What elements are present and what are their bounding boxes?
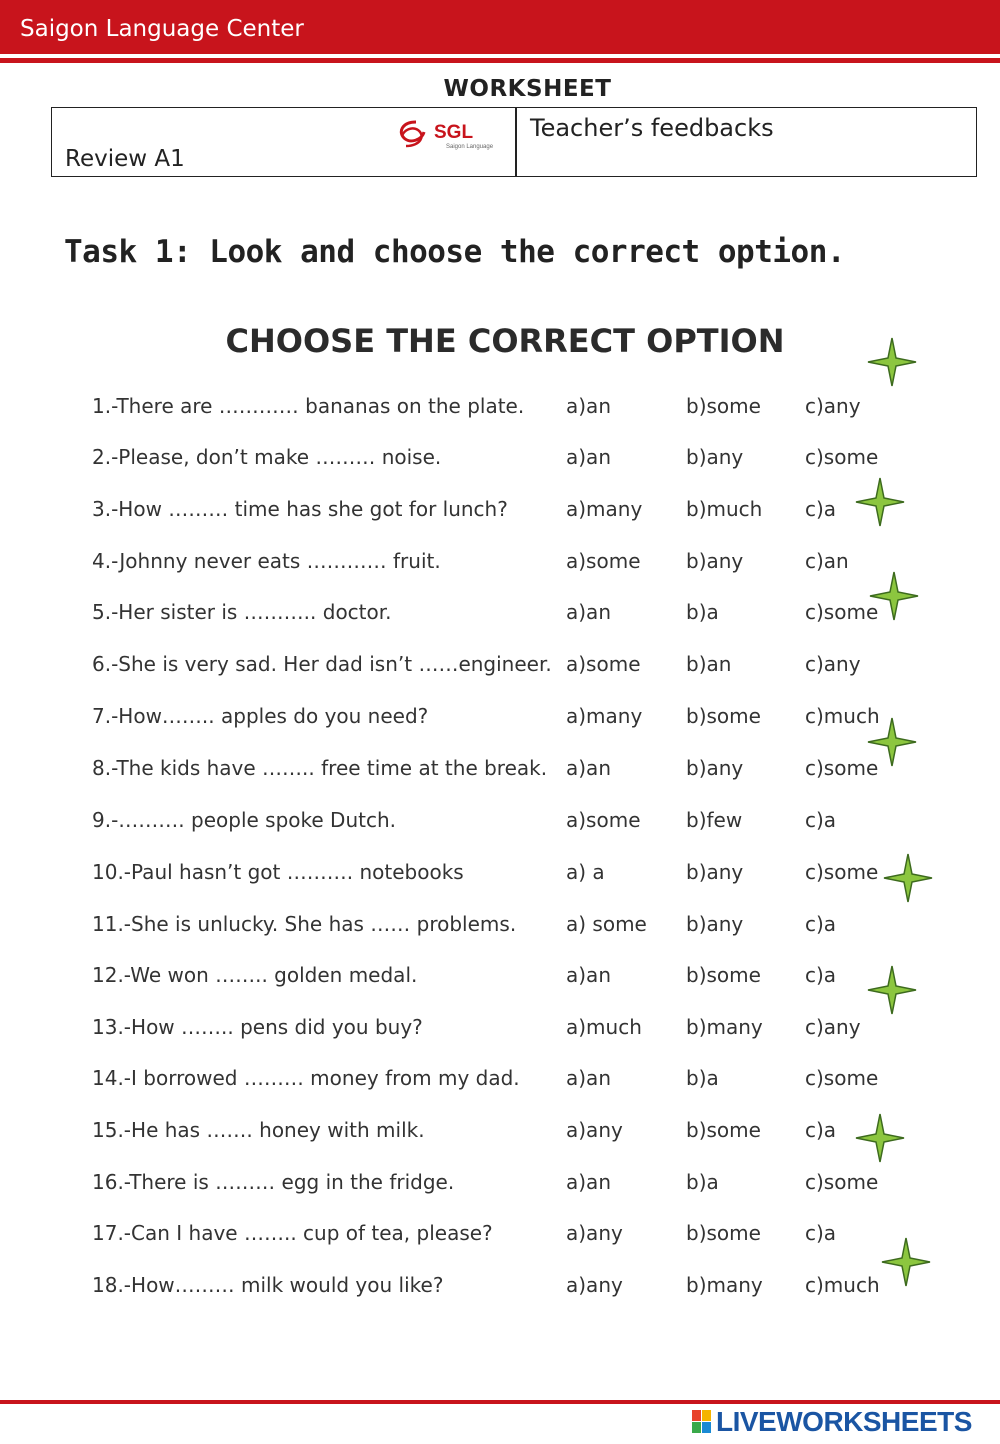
question-row (0, 1221, 1000, 1261)
teacher-feedback-label: Teacher’s feedbacks (530, 114, 774, 142)
option-a[interactable]: a)an (566, 1066, 611, 1090)
option-b[interactable]: b)any (686, 912, 744, 936)
option-c[interactable]: c)a (805, 1221, 837, 1245)
option-a[interactable]: a)much (566, 1015, 642, 1039)
option-c[interactable]: c)some (805, 600, 879, 624)
option-a[interactable]: a)many (566, 704, 643, 728)
question-text: 1.-There are ………… bananas on the plate. (92, 394, 525, 418)
star-icon (868, 570, 920, 622)
question-text: 8.-The kids have …….. free time at the break. (92, 756, 548, 780)
option-c[interactable]: c)a (805, 497, 837, 521)
option-c[interactable]: c)much (805, 1273, 880, 1297)
sgl-logo-icon (396, 116, 512, 152)
option-a[interactable]: a)an (566, 445, 611, 469)
option-a[interactable]: a) a (566, 860, 605, 884)
task-instruction: Task 1: Look and choose the correct option. (64, 234, 846, 270)
top-header-bar (0, 0, 1000, 54)
option-a[interactable]: a)any (566, 1221, 623, 1245)
option-c[interactable]: c)any (805, 394, 861, 418)
option-c[interactable]: c)some (805, 445, 879, 469)
question-row (0, 652, 1000, 692)
question-text: 13.-How …….. pens did you buy? (92, 1015, 423, 1039)
question-row (0, 704, 1000, 744)
option-b[interactable]: b)a (686, 1170, 719, 1194)
option-c[interactable]: c)an (805, 549, 849, 573)
question-text: 18.-How……… milk would you like? (92, 1273, 444, 1297)
option-b[interactable]: b)some (686, 1221, 761, 1245)
card-title: CHOOSE THE CORRECT OPTION (225, 322, 785, 360)
question-text: 17.-Can I have …….. cup of tea, please? (92, 1221, 493, 1245)
option-a[interactable]: a)an (566, 1170, 611, 1194)
logo-subtext: Saigon Language (446, 144, 494, 150)
option-a[interactable]: a)any (566, 1118, 623, 1142)
question-text: 16.-There is ……… egg in the fridge. (92, 1170, 455, 1194)
question-row (0, 860, 1000, 900)
question-text: 7.-How…….. apples do you need? (92, 704, 429, 728)
option-a[interactable]: a)some (566, 652, 641, 676)
question-text: 15.-He has ……. honey with milk. (92, 1118, 425, 1142)
option-c[interactable]: c)some (805, 1170, 879, 1194)
star-icon (880, 1236, 932, 1288)
option-c[interactable]: c)a (805, 912, 837, 936)
question-text: 6.-She is very sad. Her dad isn’t ……engineer. (92, 652, 552, 676)
question-row (0, 912, 1000, 952)
option-b[interactable]: b)few (686, 808, 743, 832)
option-a[interactable]: a)some (566, 808, 641, 832)
star-icon (866, 964, 918, 1016)
question-text: 2.-Please, don’t make ……… noise. (92, 445, 442, 469)
option-c[interactable]: c)any (805, 652, 861, 676)
logo-text: SGL (434, 122, 474, 143)
option-b[interactable]: b)an (686, 652, 732, 676)
option-b[interactable]: b)any (686, 756, 744, 780)
option-c[interactable]: c)some (805, 1066, 879, 1090)
star-icon (854, 476, 906, 528)
question-text: 11.-She is unlucky. She has …… problems. (92, 912, 517, 936)
star-icon (866, 716, 918, 768)
option-c[interactable]: c)any (805, 1015, 861, 1039)
question-row (0, 394, 1000, 434)
question-row (0, 497, 1000, 537)
liveworksheets-logo-icon (692, 1410, 712, 1434)
option-b[interactable]: b)many (686, 1273, 763, 1297)
option-a[interactable]: a)many (566, 497, 643, 521)
question-text: 5.-Her sister is ……….. doctor. (92, 600, 392, 624)
question-row (0, 1118, 1000, 1158)
question-row (0, 808, 1000, 848)
header-divider-line (0, 58, 1000, 63)
question-row (0, 445, 1000, 485)
question-text: 3.-How ……… time has she got for lunch? (92, 497, 508, 521)
question-row (0, 1170, 1000, 1210)
review-label: Review A1 (65, 146, 185, 172)
option-b[interactable]: b)some (686, 394, 761, 418)
option-b[interactable]: b)a (686, 600, 719, 624)
liveworksheets-logo[interactable] (692, 1404, 992, 1440)
question-row (0, 963, 1000, 1003)
option-b[interactable]: b)any (686, 445, 744, 469)
option-c[interactable]: c)a (805, 963, 837, 987)
question-text: 10.-Paul hasn’t got ………. notebooks (92, 860, 464, 884)
option-a[interactable]: a)an (566, 600, 611, 624)
option-a[interactable]: a)an (566, 963, 611, 987)
question-row (0, 600, 1000, 640)
option-b[interactable]: b)some (686, 704, 761, 728)
question-text: 12.-We won …….. golden medal. (92, 963, 418, 987)
question-text: 4.-Johnny never eats ………… fruit. (92, 549, 441, 573)
option-b[interactable]: b)a (686, 1066, 719, 1090)
option-a[interactable]: a)an (566, 394, 611, 418)
option-a[interactable]: a) some (566, 912, 647, 936)
question-text: 9.-………. people spoke Dutch. (92, 808, 396, 832)
info-table (51, 107, 977, 177)
question-row (0, 1015, 1000, 1055)
option-c[interactable]: c)some (805, 756, 879, 780)
question-row (0, 549, 1000, 589)
question-row (0, 1066, 1000, 1106)
liveworksheets-brand-text: LIVEWORKSHEETS (716, 1406, 972, 1437)
option-c[interactable]: c)a (805, 808, 837, 832)
option-b[interactable]: b)many (686, 1015, 763, 1039)
option-c[interactable]: c)a (805, 1118, 837, 1142)
option-b[interactable]: b)any (686, 549, 744, 573)
option-b[interactable]: b)much (686, 497, 763, 521)
option-b[interactable]: b)any (686, 860, 744, 884)
option-a[interactable]: a)an (566, 756, 611, 780)
center-name: Saigon Language Center (20, 16, 304, 42)
option-a[interactable]: a)some (566, 549, 641, 573)
star-icon (866, 336, 918, 388)
question-row (0, 756, 1000, 796)
option-b[interactable]: b)some (686, 1118, 761, 1142)
option-c[interactable]: c)much (805, 704, 880, 728)
option-b[interactable]: b)some (686, 963, 761, 987)
table-divider (515, 108, 517, 176)
star-icon (854, 1112, 906, 1164)
question-text: 14.-I borrowed ……… money from my dad. (92, 1066, 520, 1090)
star-icon (882, 852, 934, 904)
worksheet-title: WORKSHEET (443, 76, 612, 102)
option-a[interactable]: a)any (566, 1273, 623, 1297)
question-row (0, 1273, 1000, 1313)
option-c[interactable]: c)some (805, 860, 879, 884)
